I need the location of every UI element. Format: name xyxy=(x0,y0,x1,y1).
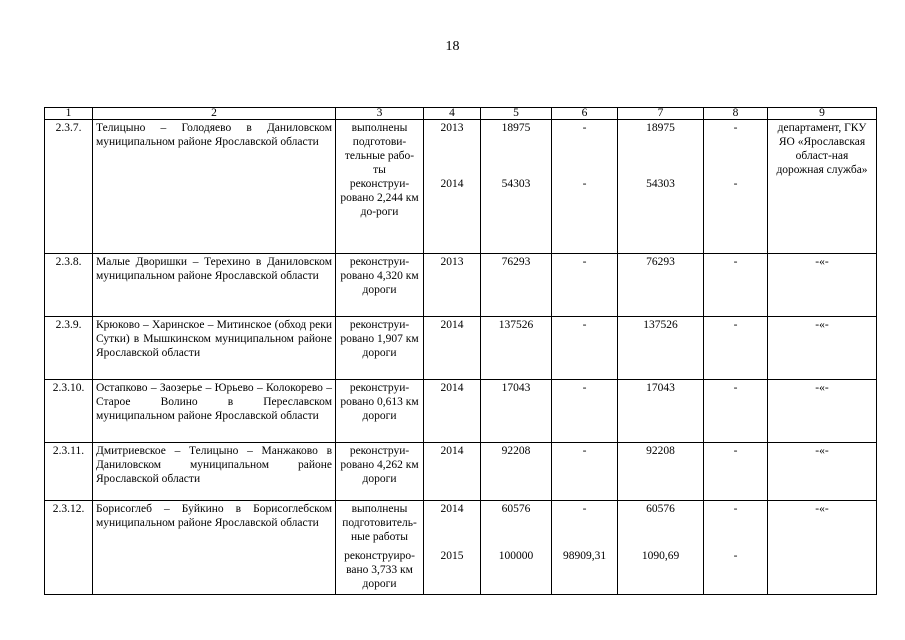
col8-value: - xyxy=(704,317,768,380)
responsible-cell: -«- xyxy=(768,380,877,443)
total-value: 76293 xyxy=(481,254,552,317)
road-name: Малые Дворишки – Терехино в Даниловском муниципальном районе Ярославской области xyxy=(93,254,336,317)
col6-value: - xyxy=(552,317,618,380)
program-table xyxy=(44,107,877,595)
road-name: Остапково – Заозерье – Юрьево – Колокорево – Старое Волино в Переславском муниципальном районе Ярославской области xyxy=(93,380,336,443)
total-cell xyxy=(481,501,552,595)
col6-cell xyxy=(552,120,618,254)
col7-value: 60576 xyxy=(646,503,675,515)
col6-value: - xyxy=(582,178,587,190)
total-value: 100000 xyxy=(498,550,534,562)
result-text: реконструи-ровано 0,613 км дороги xyxy=(336,380,424,443)
col8-value: - xyxy=(704,254,768,317)
col8-value: - xyxy=(733,122,738,134)
col7-cell xyxy=(618,120,704,254)
responsible-cell: департамент, ГКУ ЯО «Ярославская област-ная дорожная служба» xyxy=(768,120,877,254)
col6-value: - xyxy=(552,443,618,501)
col6-value: - xyxy=(552,254,618,317)
road-name: Борисоглеб – Буйкино в Борисоглебском муниципальном районе Ярославской области xyxy=(93,501,336,595)
year-value: 2014 xyxy=(424,380,481,443)
col7-value: 92208 xyxy=(618,443,704,501)
col7-value: 17043 xyxy=(618,380,704,443)
col8-cell xyxy=(704,501,768,595)
total-cell xyxy=(481,120,552,254)
road-name: Крюково – Харинское – Митинское (обход реки Сутки) в Мышкинском муниципальном районе Ярославской области xyxy=(93,317,336,380)
year-value: 2013 xyxy=(440,122,464,134)
total-value: 17043 xyxy=(481,380,552,443)
column-header: 4 xyxy=(424,108,481,120)
year-cell xyxy=(424,501,481,595)
table-row xyxy=(45,380,877,443)
item-number: 2.3.9. xyxy=(45,317,93,380)
col6-value: - xyxy=(582,503,587,515)
col6-value: - xyxy=(552,380,618,443)
result-text: реконструи-ровано 4,320 км дороги xyxy=(336,254,424,317)
result-cell xyxy=(336,501,424,595)
column-header: 5 xyxy=(481,108,552,120)
responsible-cell: -«- xyxy=(768,317,877,380)
item-number: 2.3.10. xyxy=(45,380,93,443)
table-row xyxy=(45,120,877,254)
year-value: 2015 xyxy=(440,550,464,562)
column-header: 9 xyxy=(768,108,877,120)
col8-value: - xyxy=(704,443,768,501)
page-number: 18 xyxy=(445,39,460,54)
year-value: 2014 xyxy=(424,317,481,380)
result-text: реконструи-ровано 4,262 км дороги xyxy=(336,443,424,501)
responsible-cell: -«- xyxy=(768,443,877,501)
total-value: 18975 xyxy=(501,122,531,134)
table-header-row xyxy=(45,108,877,120)
table-row xyxy=(45,254,877,317)
col7-cell xyxy=(618,501,704,595)
col8-value: - xyxy=(704,380,768,443)
col8-value: - xyxy=(733,178,738,190)
total-value: 54303 xyxy=(501,178,531,190)
col8-cell xyxy=(704,120,768,254)
item-number: 2.3.7. xyxy=(45,120,93,254)
col7-value: 1090,69 xyxy=(641,550,680,562)
table-row xyxy=(45,443,877,501)
column-header: 6 xyxy=(552,108,618,120)
year-value: 2014 xyxy=(440,503,464,515)
year-cell xyxy=(424,120,481,254)
column-header: 7 xyxy=(618,108,704,120)
column-header: 2 xyxy=(93,108,336,120)
item-number: 2.3.8. xyxy=(45,254,93,317)
table-row xyxy=(45,501,877,595)
table-row xyxy=(45,317,877,380)
result-text: реконструи-ровано 2,244 км до-роги xyxy=(340,178,419,218)
col7-value: 137526 xyxy=(618,317,704,380)
column-header: 3 xyxy=(336,108,424,120)
result-text: реконструи-ровано 1,907 км дороги xyxy=(336,317,424,380)
road-name: Телицыно – Голодяево в Даниловском муниципальном районе Ярославской области xyxy=(93,120,336,254)
year-value: 2013 xyxy=(424,254,481,317)
col6-cell xyxy=(552,501,618,595)
col6-value: - xyxy=(582,122,587,134)
road-name: Дмитриевское – Телицыно – Манжаково в Даниловском муниципальном районе Ярославской области xyxy=(93,443,336,501)
col6-value: 98909,31 xyxy=(562,550,607,562)
result-text: реконструиро-вано 3,733 км дороги xyxy=(344,550,415,590)
column-header: 1 xyxy=(45,108,93,120)
col7-value: 18975 xyxy=(646,122,675,134)
col7-value: 54303 xyxy=(646,178,675,190)
responsible-cell: -«- xyxy=(768,501,877,595)
year-value: 2014 xyxy=(424,443,481,501)
column-header: 8 xyxy=(704,108,768,120)
item-number: 2.3.12. xyxy=(45,501,93,595)
year-value: 2014 xyxy=(440,178,464,190)
result-text: выполнены подготови-тельные рабо-ты xyxy=(344,122,415,176)
result-text: выполнены подготовитель-ные работы xyxy=(342,503,417,543)
item-number: 2.3.11. xyxy=(45,443,93,501)
col7-value: 76293 xyxy=(618,254,704,317)
total-value: 92208 xyxy=(481,443,552,501)
responsible-cell: -«- xyxy=(768,254,877,317)
col8-value: - xyxy=(733,503,738,515)
total-value: 60576 xyxy=(501,503,531,515)
result-cell xyxy=(336,120,424,254)
col8-value: - xyxy=(733,550,738,562)
total-value: 137526 xyxy=(481,317,552,380)
